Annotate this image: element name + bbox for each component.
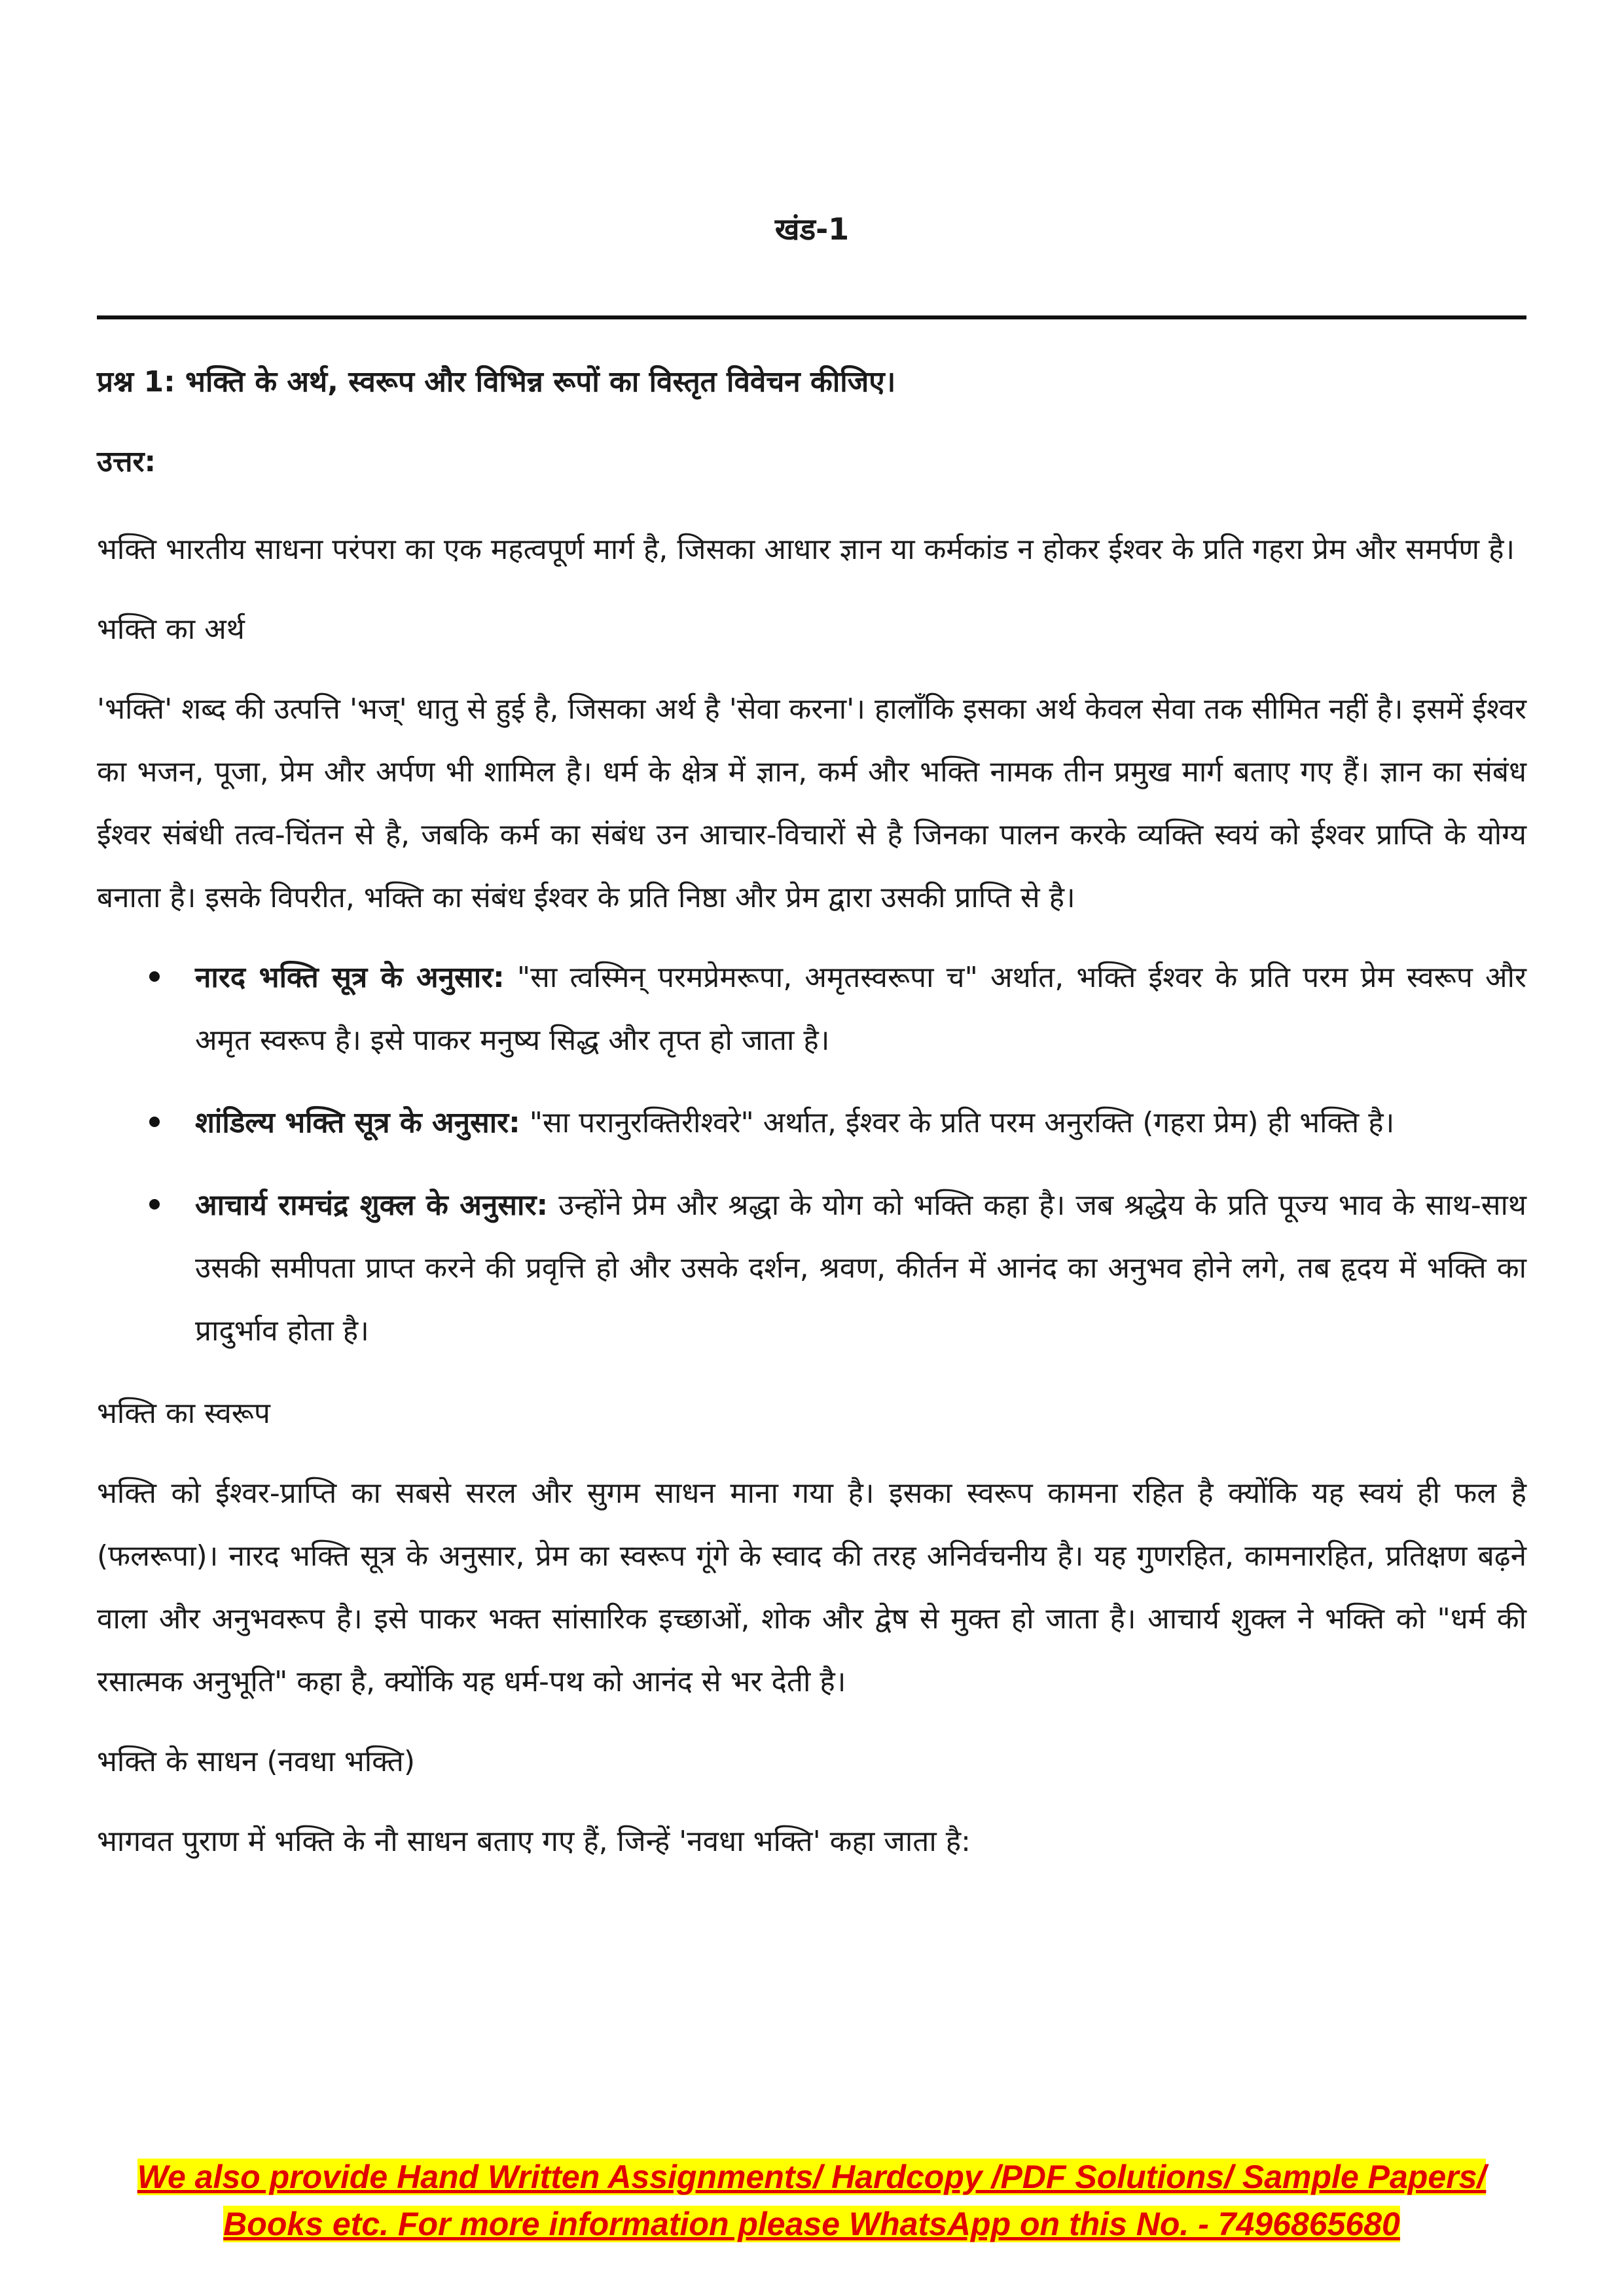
list-item-text: "सा त्वस्मिन् परमप्रेमरूपा, अमृतस्वरूपा च" अर्थात, भक्ति ईश्वर के प्रति परम प्रेम स्वरूप और अमृत स्वरूप है। इसे पाकर मनुष्य सिद्ध और तृप्त हो जाता है। [195,961,1526,1057]
question-text: भक्ति के अर्थ, स्वरूप और विभिन्न रूपों का विस्तृत विवेचन कीजिए। [185,365,896,399]
list-item-label: नारद भक्ति सूत्र के अनुसार: [195,961,505,994]
bullet-icon [149,971,160,982]
bullet-icon [149,1199,160,1210]
list-item [97,1174,1526,1363]
title-divider [97,315,1526,319]
list-item-label: शांडिल्य भक्ति सूत्र के अनुसार: [195,1106,520,1139]
document-body [97,359,1526,1890]
nature-paragraph: भक्ति को ईश्वर-प्राप्ति का सबसे सरल और सुगम साधन माना गया है। इसका स्वरूप कामना रहित है क्योंकि यह स्वयं ही फल है (फलरूपा)। नारद भक्ति सूत्र के अनुसार, प्रेम का स्वरूप गूंगे के स्वाद की तरह अनिर्वचनीय है। यह गुणरहित, कामनारहित, प्रतिक्षण बढ़ने वाला और अनुभवरूप है। इसे पाकर भक्त सांसारिक इच्छाओं, शोक और द्वेष से मुक्त हो जाता है। आचार्य शुक्ल ने भक्ति को "धर्म की रसात्मक अनुभूति" कहा है, क्योंकि यह धर्म-पथ को आनंद से भर देती है। [97,1477,1526,1698]
list-item [97,946,1526,1072]
bullet-icon [149,1117,160,1127]
meaning-paragraph: 'भक्ति' शब्द की उत्पत्ति 'भज्' धातु से हुई है, जिसका अर्थ है 'सेवा करना'। हालाँकि इसका अर्थ केवल सेवा तक सीमित नहीं है। इसमें ईश्वर का भजन, पूजा, प्रेम और अर्पण भी शामिल है। धर्म के क्षेत्र में ज्ञान, कर्म और भक्ति नामक तीन प्रमुख मार्ग बताए गए हैं। ज्ञान का संबंध ईश्वर संबंधी तत्व-चिंतन से है, जबकि कर्म का संबंध उन आचार-विचारों से है जिनका पालन करके व्यक्ति स्वयं को ईश्वर प्राप्ति के योग्य बनाता है। इसके विपरीत, भक्ति का संबंध ईश्वर के प्रति निष्ठा और प्रेम द्वारा उसकी प्राप्ति से है। [97,692,1526,914]
means-paragraph: भागवत पुराण में भक्ति के नौ साधन बताए गए हैं, जिन्हें 'नवधा भक्ति' कहा जाता है: [97,1825,971,1858]
promo-footer [97,2153,1526,2248]
definitions-list [97,946,1526,1363]
question-heading [97,359,1526,406]
list-item-text: उन्होंने प्रेम और श्रद्धा के योग को भक्ति कहा है। जब श्रद्धेय के प्रति पूज्य भाव के साथ-साथ उसकी समीपता प्राप्त करने की प्रवृत्ति हो और उसके दर्शन, श्रवण, कीर्तन में आनंद का अनुभव होने लगे, तब हृदय में भक्ति का प्रादुर्भाव होता है। [195,1189,1526,1348]
intro-paragraph: भक्ति भारतीय साधना परंपरा का एक महत्वपूर्ण मार्ग है, जिसका आधार ज्ञान या कर्मकांड न होकर ईश्वर के प्रति गहरा प्रेम और समर्पण है। [97,533,1515,566]
answer-label: उत्तर: [97,445,156,478]
list-item [97,1092,1526,1155]
list-item-text: "सा परानुरक्तिरीश्वरे" अर्थात, ईश्वर के प्रति परम अनुरक्ति (गहरा प्रेम) ही भक्ति है। [520,1106,1395,1139]
promo-line-2: Books etc. For more information please WhatsApp on this No. - 7496865680 [223,2206,1400,2242]
means-heading: भक्ति के साधन (नवधा भक्ति) [97,1745,416,1778]
meaning-heading: भक्ति का अर्थ [97,613,245,646]
promo-line-1: We also provide Hand Written Assignments/ Hardcopy /PDF Solutions/ Sample Papers/ [137,2159,1487,2195]
list-item-label: आचार्य रामचंद्र शुक्ल के अनुसार: [195,1189,549,1222]
question-label: प्रश्न 1: [97,365,175,399]
nature-heading: भक्ति का स्वरूप [97,1397,270,1430]
section-title: खंड-1 [774,211,850,247]
